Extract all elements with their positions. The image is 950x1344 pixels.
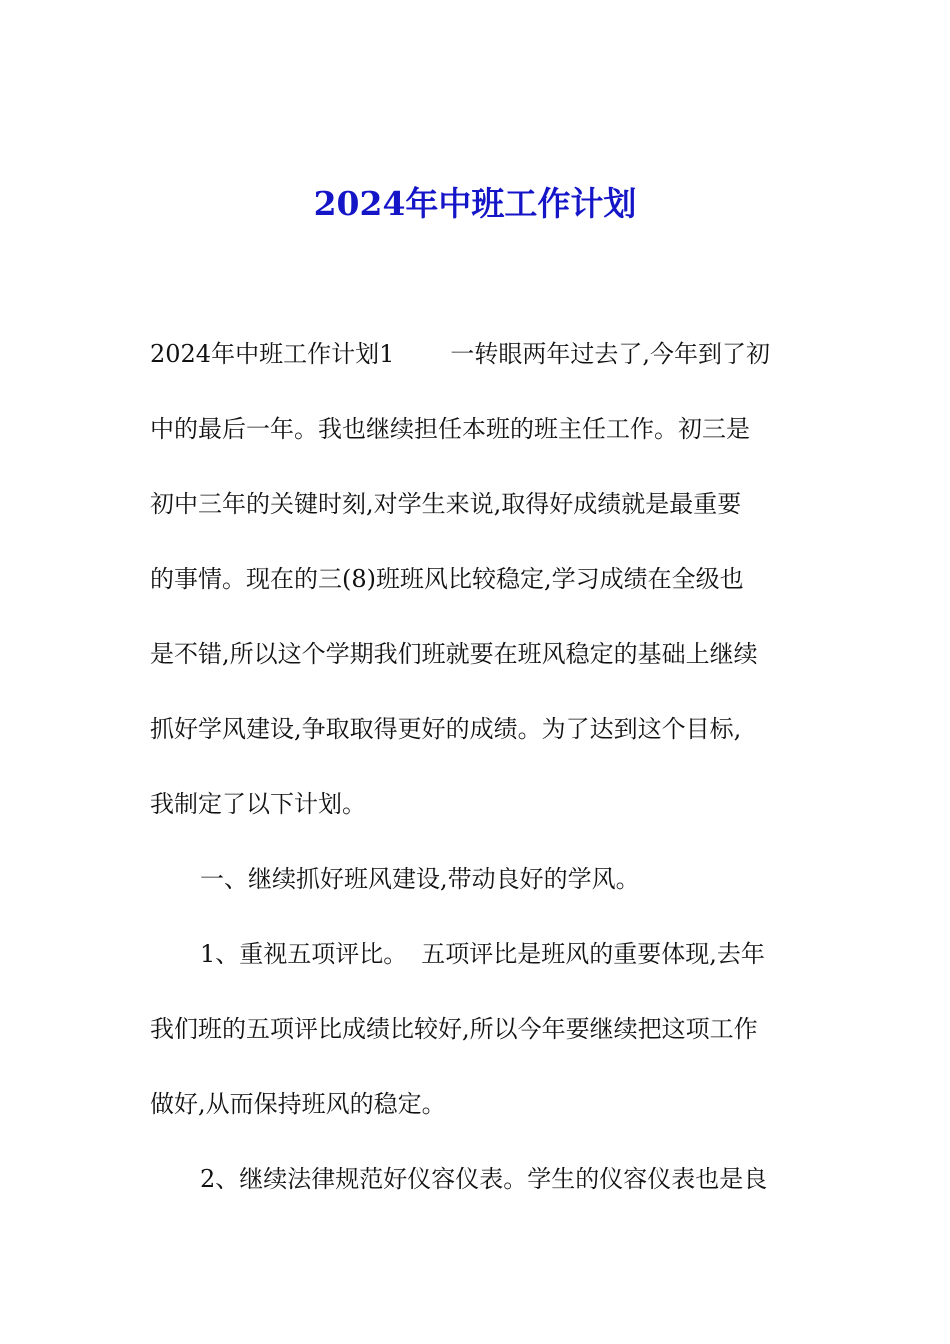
line-text: 的事情。现在的三(8)班班风比较稳定,学习成绩在全级也 <box>150 565 744 593</box>
paragraph-line <box>150 551 810 626</box>
document-title: 2024年中班工作计划 <box>313 184 637 223</box>
line-text: 中的最后一年。我也继续担任本班的班主任工作。初三是 <box>150 415 750 443</box>
paragraph-line <box>150 776 810 851</box>
line-text: 一转眼两年过去了,今年到了初 <box>450 340 770 368</box>
paragraph-line <box>150 1076 810 1151</box>
document-body <box>150 326 810 1226</box>
section-heading: 2024年中班工作计划1 <box>150 340 395 368</box>
paragraph-line <box>150 476 810 551</box>
line-text: 是不错,所以这个学期我们班就要在班风稳定的基础上继续 <box>150 640 758 668</box>
paragraph-line <box>150 926 810 1001</box>
line-text: 初中三年的关键时刻,对学生来说,取得好成绩就是最重要 <box>150 490 742 518</box>
line-text: 一、继续抓好班风建设,带动良好的学风。 <box>200 865 640 893</box>
paragraph-line <box>150 701 810 776</box>
line-text: 我们班的五项评比成绩比较好,所以今年要继续把这项工作 <box>150 1015 758 1043</box>
line-text: 2、继续法律规范好仪容仪表。学生的仪容仪表也是良 <box>200 1165 768 1193</box>
line-text: 抓好学风建设,争取取得更好的成绩。为了达到这个目标, <box>150 715 742 743</box>
paragraph-line <box>150 326 810 401</box>
line-text: 五项评比是班风的重要体现,去年 <box>421 940 765 968</box>
line-text: 做好,从而保持班风的稳定。 <box>150 1090 446 1118</box>
paragraph-line <box>150 1001 810 1076</box>
paragraph-line <box>150 626 810 701</box>
line-text: 我制定了以下计划。 <box>150 790 366 818</box>
paragraph-line <box>150 401 810 476</box>
paragraph-line <box>150 1151 810 1226</box>
section-heading-line <box>150 851 810 926</box>
item-heading: 1、重视五项评比。 <box>200 940 408 968</box>
